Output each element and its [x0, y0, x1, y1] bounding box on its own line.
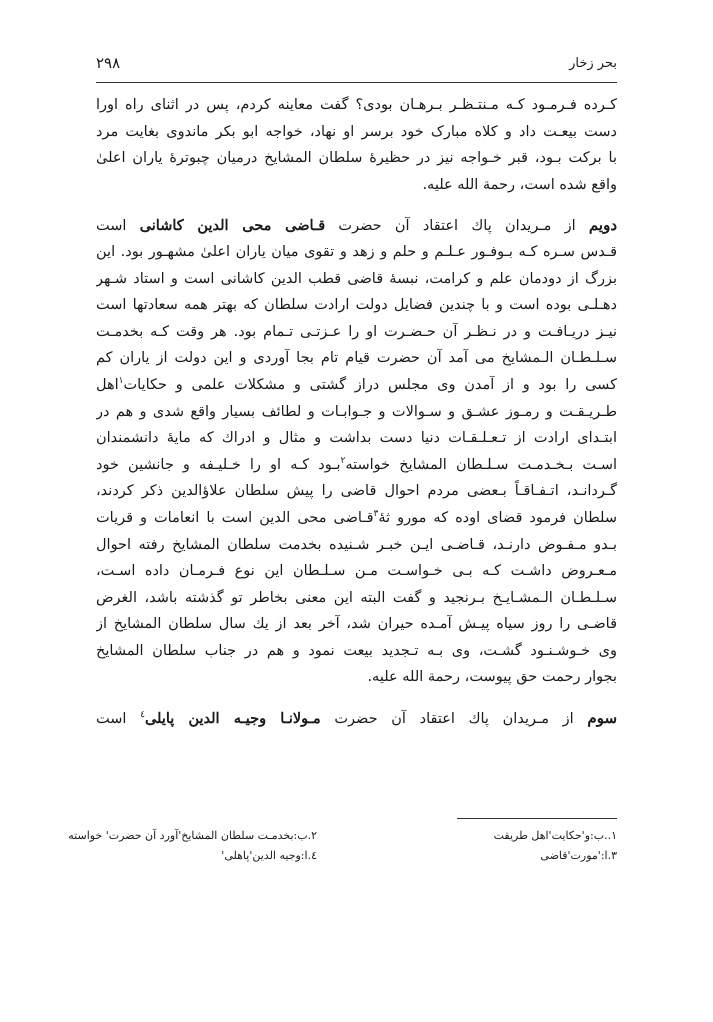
line-text-tail: بـود کـه او را خـلیـفه و جانشین خود	[96, 456, 341, 473]
text-line	[96, 319, 617, 346]
footnote-rule	[457, 818, 617, 819]
line-text: سلطان فرمود قضای اوده که مورو ثهٔ	[378, 509, 617, 526]
line-text: بزرگ از دودمان علم و کرامت، نبسهٔ قاضی قطب الدین کاشانی است و استاد شـهر	[96, 270, 617, 287]
footnote: ۳.ا:'مورت'قاضی	[540, 849, 617, 862]
page-number: ۲۹۸	[96, 54, 121, 72]
text-line	[96, 532, 617, 559]
footnote-marker: ۳	[373, 509, 379, 520]
footnote: ٤.ا:وجیه الدین'پاهلی'	[221, 849, 317, 862]
line-text-tail: قـاضی محی الدین است با انعامات و قریات	[96, 509, 374, 526]
running-title: بحر زخار	[569, 56, 617, 71]
text-line	[96, 611, 617, 638]
text-line	[96, 585, 617, 612]
line-text: مـعـروض داشـت کـه بـی خـواسـت مـن سـلـطان این نوع فـرمـان داده اسـت،	[96, 563, 617, 580]
text-line	[96, 145, 617, 172]
line-text: سـلـطـان الـمشایخ می آمد آن حضرت قیام تام بجا آوردی و این دولت از یاران کم	[96, 350, 617, 367]
line-text: بـدو مـفـوض دارنـد، قـاضـی ایـن خبـر شـنیده بخدمت سلطان المشایخ رفته احوال	[96, 536, 617, 553]
header-rule	[96, 82, 617, 83]
text-line	[96, 638, 617, 665]
section-intro: از مـریدان پاك اعتقاد آن حضرت	[334, 711, 574, 728]
text-line	[96, 505, 617, 532]
footnote-row	[68, 826, 617, 846]
section-lead: سوم	[587, 709, 617, 728]
text-line	[96, 345, 617, 372]
line-text: گـردانـد، اتـفـاقـاً بـعضی مردم احوال قاضی را پیش سلطان علاؤالدین ذکر کردند،	[96, 483, 617, 500]
text-line	[96, 172, 617, 199]
person-name: مـولانـا وجیـه الدین پایلی	[144, 710, 321, 728]
text-line	[96, 705, 617, 732]
person-name: قـاضی محی الدین کاشانی	[139, 217, 326, 235]
text-line	[96, 92, 617, 119]
text-line	[96, 119, 617, 146]
section-outro: است	[96, 711, 127, 728]
text-line	[96, 452, 617, 479]
text-line	[96, 478, 617, 505]
footnote-marker: ۱	[118, 376, 124, 387]
text-line	[96, 664, 617, 691]
footnote-marker: ۲	[340, 455, 346, 466]
text-line	[96, 239, 617, 266]
paragraph-gap	[96, 691, 617, 705]
line-text: وی خـوشـنـود گشـت، وی بـه تـجدید بیعت نمود و هم در جناب سلطان المشایخ	[96, 642, 617, 659]
paragraph-gap	[96, 198, 617, 212]
text-line	[96, 266, 617, 293]
line-text: کـرده فـرمـود کـه مـنتـظـر بـرهـان بودی؟ گفت معاینه کردم، پس در اثنای راه اورا	[96, 97, 617, 113]
body-text	[96, 92, 617, 732]
line-text: دست بیعـت داد و کلاه مبارک خود برسر او نهاد، خواجه ابو بکر ماندوی بغایت مرد	[96, 123, 617, 140]
section-intro: از مـریدان پاك اعتقاد آن حضرت	[338, 218, 576, 235]
line-text: ابتـدای ارادت از تـعـلـقـات دنیا دست بداشت و مثال و ادراك که مایهٔ دانشمندان	[96, 430, 617, 447]
text-line	[96, 558, 617, 585]
line-text: اسـت بـخـدمـت سـلـطان المشایخ خواسته	[345, 456, 617, 473]
line-text: بجوار رحمت حق پیوست، رحمة الله علیه.	[367, 669, 617, 686]
text-line	[96, 399, 617, 426]
line-text: کسی را بود و از آمدن وی مجلس دراز گشتی و مشکلات علمی و حکایات	[123, 376, 617, 393]
footnotes	[68, 826, 617, 866]
line-text: نیـز دریـافـت و در نـظـر آن حـضـرت او را عـزتـی تـمام بود. هر وقت کـه بخدمـت	[96, 323, 617, 340]
text-line	[96, 212, 617, 239]
text-line	[96, 425, 617, 452]
line-text: قاضـی را روز سیاه پیـش آمـده حیران شد، آخر بعد از یك سال سلطان المشایخ از	[96, 616, 617, 633]
footnote-row	[96, 846, 617, 866]
line-text: دهـلـی بوده است و با چندین فضایل دولت ارادت سلطان که بهتر همه سعادتها است	[96, 297, 617, 314]
line-text: سـلـطـان الـمشـایـخ بـرنجید و گفت البته این معنی بخاطر تو گذشته باشد، الغرض	[96, 589, 617, 606]
line-text: واقع شده است، رحمة الله علیه.	[422, 176, 617, 193]
footnote-marker: ٤	[140, 710, 145, 721]
footnote: ۲.ب:بخدمـت سلطان المشایخ'آورد آن حضرت' خواسته	[68, 829, 317, 842]
line-text: قـدس سـره کـه بـوفـور عـلـم و حلم و زهد و تقوی میان یاران اعلیٰ مشهـور بود. این	[96, 243, 617, 260]
text-line	[96, 292, 617, 319]
footnote: ۱..ب:و'حکایت'اهل طریقت	[493, 829, 617, 842]
section-outro: است	[96, 218, 127, 235]
text-line	[96, 372, 617, 399]
section-lead: دویم	[588, 216, 617, 235]
line-text: طـریـقـت و رمـوز عشـق و سـوالات و جـوابـات و لطائف بسیار واقع شدی و هم در	[96, 403, 617, 420]
line-text: با برکت بـود، قبر خـواجه نیز در حظیرهٔ سلطان المشایخ درمیان چبوترهٔ یاران اعلیٰ	[96, 150, 617, 167]
running-header	[96, 54, 617, 76]
line-text-tail: اهل	[96, 376, 119, 393]
